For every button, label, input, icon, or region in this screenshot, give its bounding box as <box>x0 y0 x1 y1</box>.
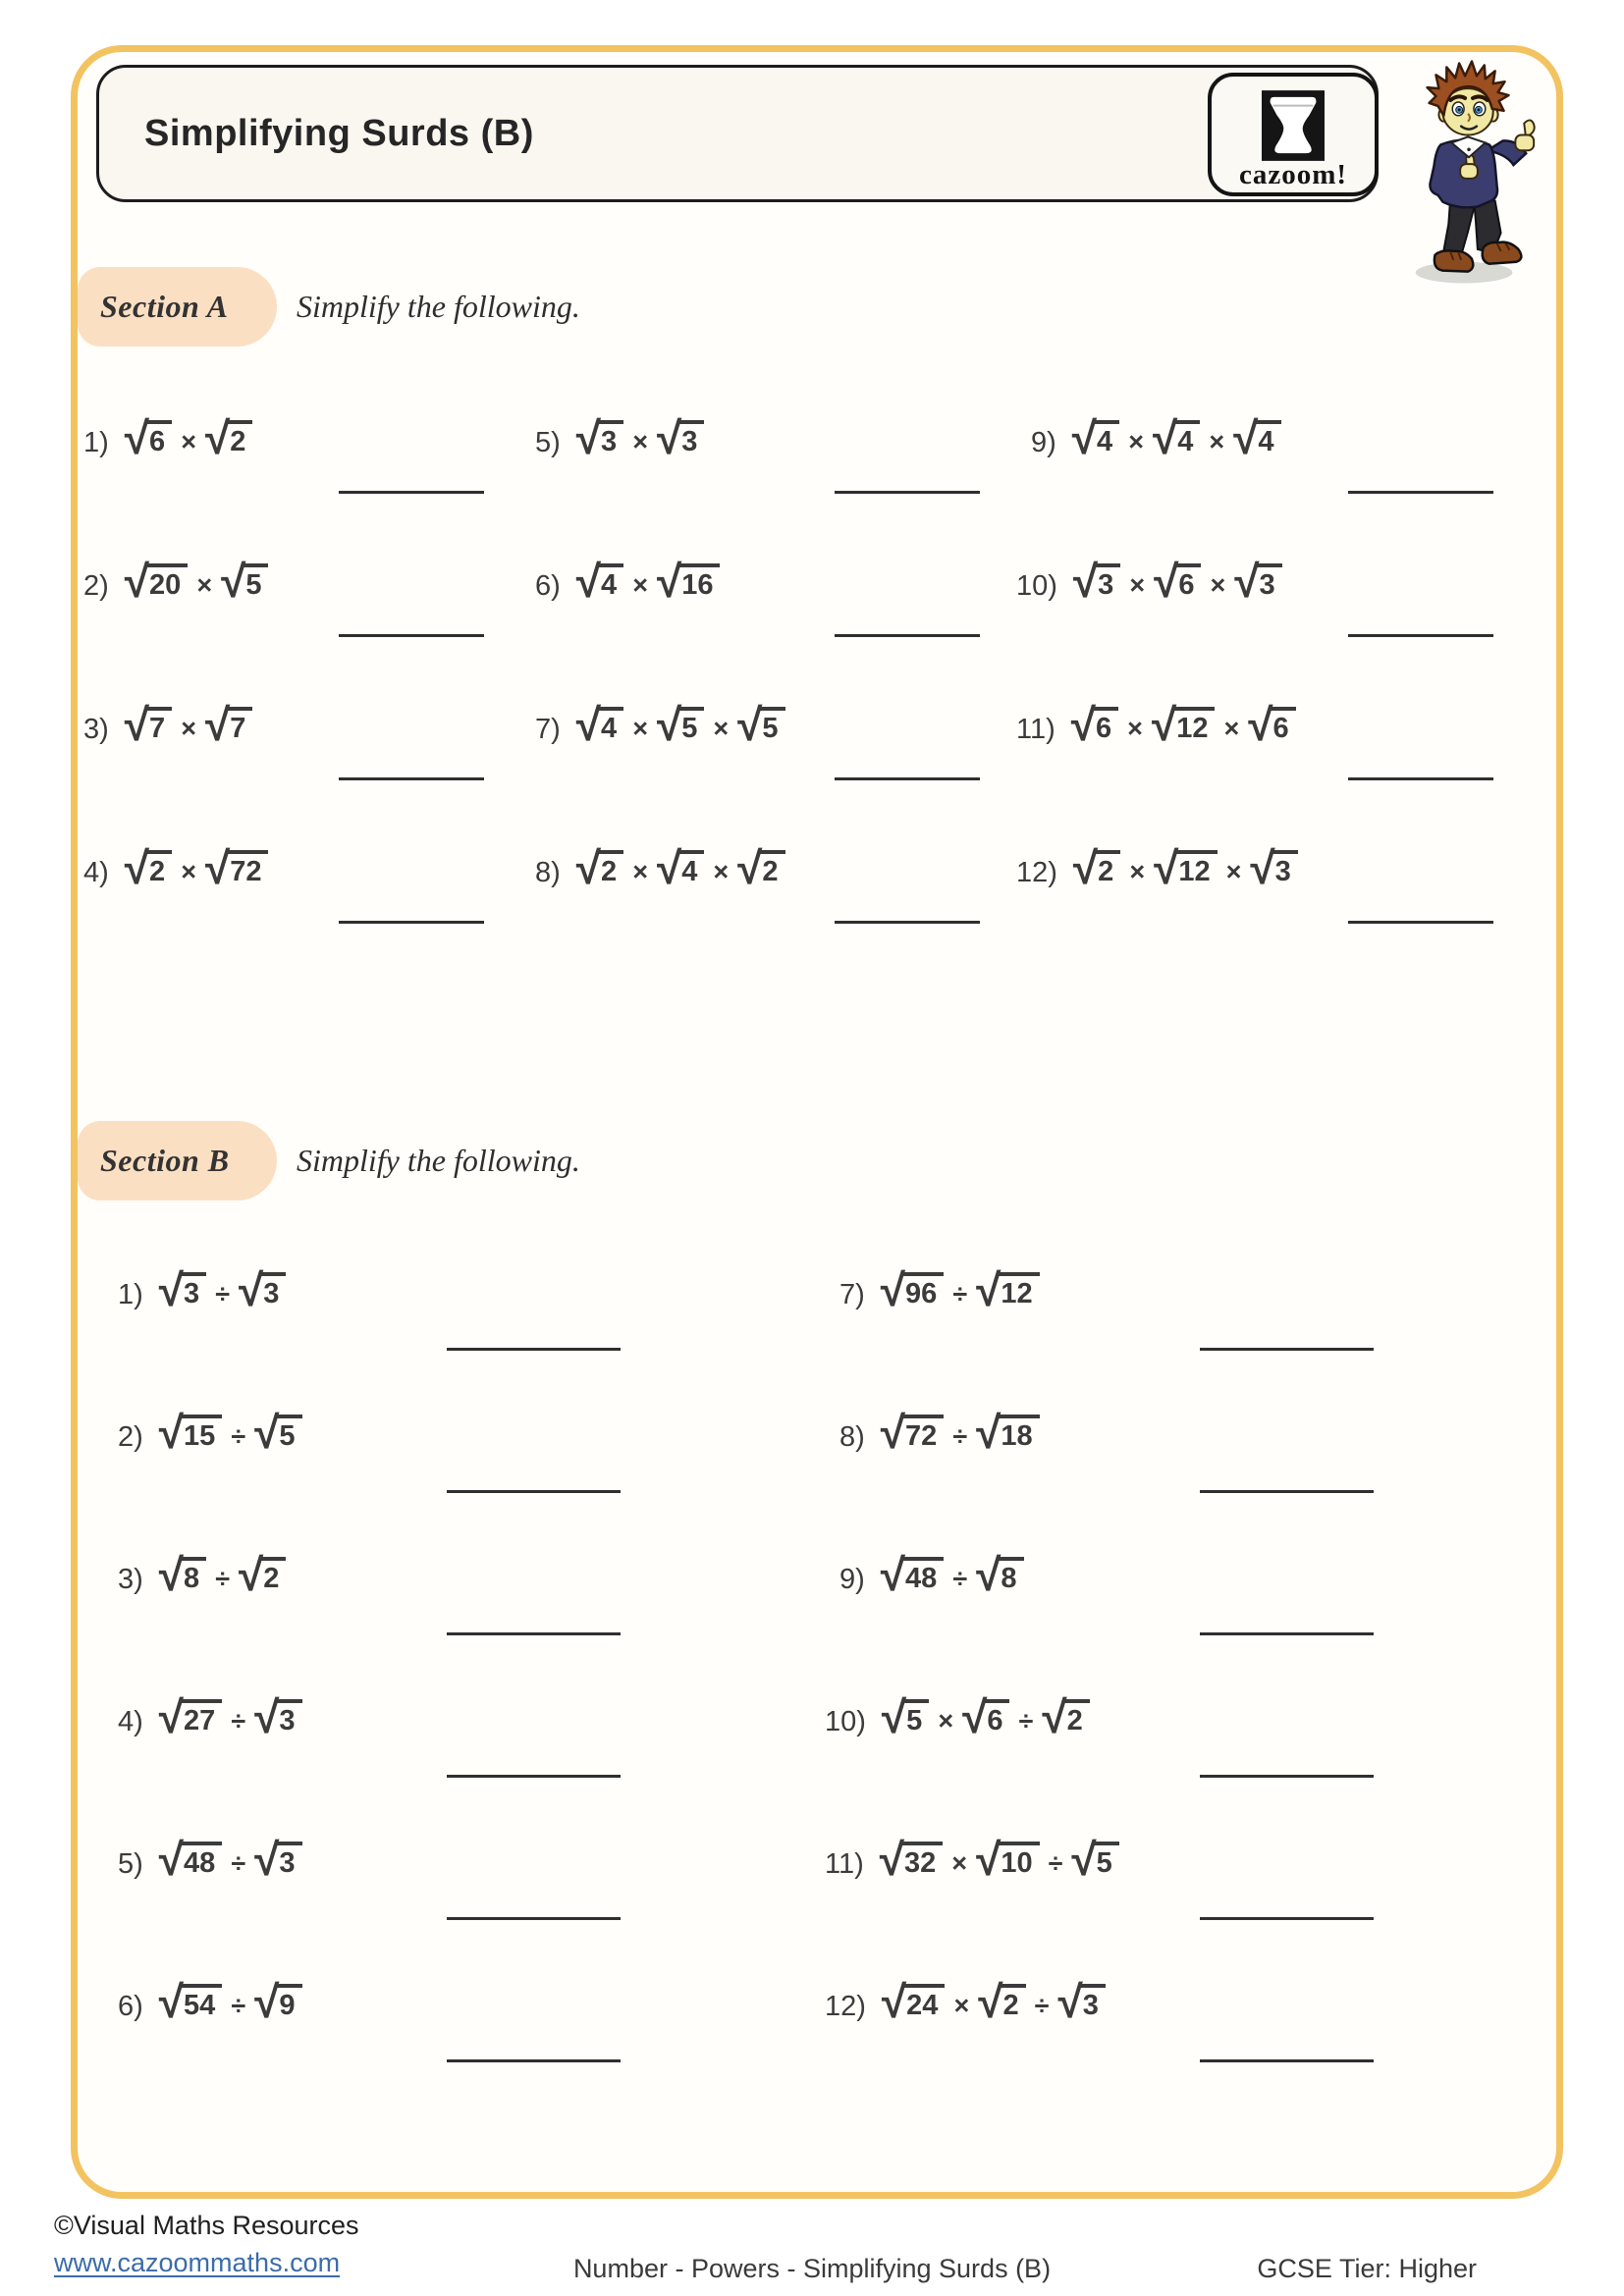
radical-icon: √ <box>737 699 763 750</box>
radical-icon: √ <box>1248 699 1273 750</box>
sqrt-term <box>575 412 623 463</box>
problem-A-3 <box>83 699 252 750</box>
radical-icon: √ <box>575 842 602 893</box>
sqrt-term <box>158 1264 206 1315</box>
operator: × <box>951 1848 968 1878</box>
radicand: 5 <box>903 1699 929 1735</box>
sqrt-term <box>1042 1691 1089 1742</box>
operator: ÷ <box>231 1848 246 1878</box>
section-a-label: Section A <box>100 289 229 324</box>
radical-icon: √ <box>879 1834 905 1885</box>
radical-icon: √ <box>1152 412 1178 463</box>
radicand: 4 <box>678 850 704 886</box>
radicand: 96 <box>902 1272 944 1308</box>
radical-icon: √ <box>239 1549 264 1600</box>
radicand: 4 <box>1094 420 1119 456</box>
sqrt-term <box>880 1264 945 1315</box>
radical-icon: √ <box>656 842 682 893</box>
operator: ÷ <box>215 1279 231 1308</box>
mascot-character <box>1398 55 1543 289</box>
radical-icon: √ <box>1154 556 1179 607</box>
radicand: 3 <box>1257 563 1282 600</box>
problem-number: 11) <box>1016 714 1056 745</box>
radical-icon: √ <box>737 842 763 893</box>
problem-number: 3) <box>118 1564 143 1595</box>
problem-B-9 <box>839 1549 1024 1600</box>
sqrt-term <box>575 842 623 893</box>
radicand: 5 <box>243 563 268 600</box>
sqrt-term <box>962 1691 1009 1742</box>
problem-number: 4) <box>118 1706 143 1737</box>
footer-copyright: ©Visual Maths Resources <box>54 2211 359 2240</box>
problem-A-6 <box>535 556 720 607</box>
problem-number: 8) <box>839 1421 865 1453</box>
answer-line <box>1200 2059 1374 2062</box>
sqrt-term <box>1152 412 1200 463</box>
radical-icon: √ <box>1234 556 1260 607</box>
radical-icon: √ <box>204 412 231 463</box>
problem-B-8 <box>839 1407 1040 1458</box>
answer-line <box>339 491 484 494</box>
radical-icon: √ <box>1250 842 1275 893</box>
sqrt-term <box>1154 556 1201 607</box>
operator: ÷ <box>231 1706 246 1735</box>
radicand: 6 <box>1270 707 1295 743</box>
radical-icon: √ <box>158 1834 185 1885</box>
operator: ÷ <box>952 1421 968 1451</box>
radicand: 3 <box>1272 850 1298 886</box>
radicand: 16 <box>678 563 720 600</box>
answer-line <box>1200 1348 1374 1351</box>
operator: × <box>953 1991 970 2020</box>
problem-number: 9) <box>1031 427 1056 458</box>
problem-B-12 <box>825 1976 1106 2027</box>
problem-number: 6) <box>535 570 561 602</box>
radical-icon: √ <box>124 556 150 607</box>
sqrt-term <box>1234 556 1281 607</box>
operator: ÷ <box>952 1564 968 1593</box>
problem-number: 10) <box>825 1706 866 1737</box>
radicand: 4 <box>598 707 623 743</box>
problem-B-11 <box>825 1834 1119 1885</box>
operator: × <box>632 570 648 600</box>
radicand: 9 <box>276 1984 301 2020</box>
operator: × <box>1210 570 1226 600</box>
sqrt-term <box>124 842 172 893</box>
radical-icon: √ <box>1154 842 1179 893</box>
radical-icon: √ <box>976 1834 1001 1885</box>
radical-icon: √ <box>158 1407 185 1458</box>
sqrt-term <box>124 556 189 607</box>
problem-number: 5) <box>535 427 561 458</box>
footer-website-link[interactable]: www.cazoommaths.com <box>54 2248 341 2277</box>
answer-line <box>447 1917 621 1920</box>
problem-B-2 <box>118 1407 302 1458</box>
radicand: 32 <box>901 1842 943 1878</box>
problem-B-10 <box>825 1691 1090 1742</box>
radicand: 6 <box>1175 563 1201 600</box>
sqrt-term <box>1070 699 1118 750</box>
problem-number: 7) <box>839 1279 865 1310</box>
sqrt-term <box>254 1407 301 1458</box>
problem-A-1 <box>83 412 252 463</box>
radical-icon: √ <box>254 1691 280 1742</box>
answer-line <box>339 777 484 780</box>
problem-A-7 <box>535 699 785 750</box>
problem-B-3 <box>118 1549 286 1600</box>
sqrt-term <box>976 1264 1040 1315</box>
problem-number: 1) <box>83 427 109 458</box>
radicand: 24 <box>903 1984 945 2020</box>
sqrt-term <box>737 699 785 750</box>
sqrt-term <box>976 1549 1023 1600</box>
radicand: 3 <box>1080 1984 1106 2020</box>
radicand: 4 <box>1174 420 1200 456</box>
sqrt-term <box>575 556 623 607</box>
radicand: 3 <box>678 420 704 456</box>
radicand: 6 <box>1093 707 1118 743</box>
radical-icon: √ <box>575 556 602 607</box>
operator: ÷ <box>215 1564 231 1593</box>
radical-icon: √ <box>656 699 682 750</box>
radical-icon: √ <box>1070 699 1097 750</box>
radicand: 3 <box>276 1699 301 1735</box>
problem-B-6 <box>118 1976 302 2027</box>
operator: ÷ <box>952 1279 968 1308</box>
operator: × <box>632 714 648 743</box>
radical-icon: √ <box>124 412 150 463</box>
radical-icon: √ <box>124 842 150 893</box>
sqrt-term <box>158 1549 206 1600</box>
problem-A-2 <box>83 556 268 607</box>
drum-icon <box>1262 90 1325 161</box>
sqrt-term <box>881 1976 946 2027</box>
section-b-label: Section B <box>100 1143 230 1178</box>
operator: × <box>196 570 213 600</box>
radicand: 3 <box>181 1272 206 1308</box>
problem-number: 11) <box>825 1848 864 1880</box>
radical-icon: √ <box>656 412 682 463</box>
operator: × <box>632 427 648 456</box>
radicand: 2 <box>1095 850 1120 886</box>
problem-number: 1) <box>118 1279 143 1310</box>
answer-line <box>1200 1775 1374 1778</box>
radicand: 8 <box>181 1557 206 1593</box>
operator: ÷ <box>1034 1991 1050 2020</box>
answer-line <box>835 777 980 780</box>
radical-icon: √ <box>978 1976 1003 2027</box>
radical-icon: √ <box>881 1976 907 2027</box>
radicand: 2 <box>1000 1984 1025 2020</box>
radical-icon: √ <box>656 556 682 607</box>
radicand: 2 <box>227 420 252 456</box>
sqrt-term <box>1248 699 1295 750</box>
sqrt-term <box>978 1976 1025 2027</box>
radicand: 15 <box>181 1415 222 1451</box>
radical-icon: √ <box>880 1264 906 1315</box>
radicand: 2 <box>1064 1699 1090 1735</box>
radicand: 12 <box>1175 850 1217 886</box>
answer-line <box>1348 921 1493 924</box>
radicand: 6 <box>146 420 172 456</box>
answer-line <box>1200 1490 1374 1493</box>
problem-A-4 <box>83 842 268 893</box>
radical-icon: √ <box>1071 1834 1097 1885</box>
radicand: 2 <box>598 850 623 886</box>
answer-line <box>1348 777 1493 780</box>
problem-number: 2) <box>83 570 109 602</box>
operator: × <box>713 857 730 886</box>
radicand: 3 <box>260 1272 286 1308</box>
radical-icon: √ <box>976 1264 1001 1315</box>
radical-icon: √ <box>1072 842 1099 893</box>
radicand: 3 <box>276 1842 301 1878</box>
answer-line <box>339 921 484 924</box>
problem-number: 5) <box>118 1848 143 1880</box>
radical-icon: √ <box>239 1264 264 1315</box>
operator: × <box>1128 427 1144 456</box>
radicand: 12 <box>998 1272 1039 1308</box>
problem-number: 7) <box>535 714 561 745</box>
problem-A-8 <box>535 842 785 893</box>
radicand: 6 <box>984 1699 1009 1735</box>
radical-icon: √ <box>254 1407 280 1458</box>
problem-B-7 <box>839 1264 1040 1315</box>
section-b-instruction: Simplify the following. <box>297 1143 580 1178</box>
radicand: 20 <box>146 563 188 600</box>
radical-icon: √ <box>1233 412 1259 463</box>
logo-wordmark: cazoom! <box>1238 159 1348 190</box>
radical-icon: √ <box>1042 1691 1067 1742</box>
radical-icon: √ <box>575 699 602 750</box>
problem-number: 12) <box>825 1991 866 2022</box>
section-a-instruction: Simplify the following. <box>297 289 580 324</box>
radical-icon: √ <box>1151 699 1177 750</box>
problem-number: 12) <box>1016 857 1057 888</box>
sqrt-term <box>1057 1976 1105 2027</box>
problem-A-9 <box>1031 412 1281 463</box>
radical-icon: √ <box>1071 412 1098 463</box>
radical-icon: √ <box>1057 1976 1083 2027</box>
sqrt-term <box>879 1834 944 1885</box>
radical-icon: √ <box>880 1549 906 1600</box>
sqrt-term <box>124 699 172 750</box>
radical-icon: √ <box>254 1976 280 2027</box>
operator: × <box>938 1706 954 1735</box>
operator: × <box>1223 714 1240 743</box>
radicand: 72 <box>227 850 268 886</box>
sqrt-term <box>880 1407 945 1458</box>
problem-number: 4) <box>83 857 109 888</box>
problem-B-4 <box>118 1691 302 1742</box>
footer-tier: GCSE Tier: Higher <box>1257 2254 1477 2283</box>
radical-icon: √ <box>976 1407 1001 1458</box>
sqrt-term <box>1151 699 1216 750</box>
radical-icon: √ <box>221 556 246 607</box>
sqrt-term <box>1154 842 1218 893</box>
problem-A-10 <box>1016 556 1282 607</box>
radicand: 48 <box>902 1557 944 1593</box>
answer-line <box>447 1490 621 1493</box>
radicand: 48 <box>181 1842 222 1878</box>
answer-line <box>339 634 484 637</box>
radicand: 5 <box>759 707 785 743</box>
answer-line <box>447 1632 621 1635</box>
radical-icon: √ <box>124 699 150 750</box>
sqrt-term <box>656 842 704 893</box>
sqrt-term <box>124 412 172 463</box>
radical-icon: √ <box>881 1691 907 1742</box>
sqrt-term <box>254 1834 301 1885</box>
cazoom-logo <box>1208 73 1379 196</box>
radical-icon: √ <box>204 842 231 893</box>
sqrt-term <box>880 1549 945 1600</box>
operator: × <box>1209 427 1225 456</box>
sqrt-term <box>976 1834 1040 1885</box>
sqrt-term <box>254 1691 301 1742</box>
radical-icon: √ <box>880 1407 906 1458</box>
sqrt-term <box>737 842 785 893</box>
sqrt-term <box>239 1264 286 1315</box>
problem-number: 6) <box>118 1991 143 2022</box>
radical-icon: √ <box>575 412 602 463</box>
answer-line <box>835 921 980 924</box>
sqrt-term <box>656 699 704 750</box>
operator: × <box>1127 714 1143 743</box>
radical-icon: √ <box>962 1691 988 1742</box>
answer-line <box>1200 1632 1374 1635</box>
sqrt-term <box>158 1976 223 2027</box>
radical-icon: √ <box>254 1834 280 1885</box>
radical-icon: √ <box>158 1976 185 2027</box>
answer-line <box>835 634 980 637</box>
operator: × <box>181 857 196 886</box>
radicand: 12 <box>1173 707 1215 743</box>
radical-icon: √ <box>1072 556 1099 607</box>
radicand: 2 <box>146 850 172 886</box>
radicand: 4 <box>1255 420 1280 456</box>
sqrt-term <box>204 412 252 463</box>
operator: ÷ <box>231 1421 246 1451</box>
answer-line <box>835 491 980 494</box>
radicand: 2 <box>260 1557 286 1593</box>
radicand: 54 <box>181 1984 222 2020</box>
radicand: 5 <box>1094 1842 1119 1878</box>
sqrt-term <box>976 1407 1040 1458</box>
sqrt-term <box>254 1976 301 2027</box>
footer-doc-title: Number - Powers - Simplifying Surds (B) <box>572 2254 1052 2283</box>
radical-icon: √ <box>976 1549 1001 1600</box>
sqrt-term <box>239 1549 286 1600</box>
radicand: 3 <box>598 420 623 456</box>
sqrt-term <box>575 699 623 750</box>
problem-number: 10) <box>1016 570 1057 602</box>
sqrt-term <box>1071 1834 1118 1885</box>
radicand: 18 <box>998 1415 1039 1451</box>
problem-number: 8) <box>535 857 561 888</box>
sqrt-term <box>881 1691 929 1742</box>
problem-number: 2) <box>118 1421 143 1453</box>
sqrt-term <box>1071 412 1119 463</box>
answer-line <box>447 1775 621 1778</box>
answer-line <box>1348 634 1493 637</box>
operator: × <box>632 857 648 886</box>
sqrt-term <box>656 556 721 607</box>
radicand: 2 <box>759 850 785 886</box>
radical-icon: √ <box>158 1691 185 1742</box>
answer-line <box>1348 491 1493 494</box>
sqrt-term <box>158 1691 223 1742</box>
sqrt-term <box>158 1834 223 1885</box>
radicand: 5 <box>276 1415 301 1451</box>
sqrt-term <box>204 699 252 750</box>
radicand: 10 <box>998 1842 1039 1878</box>
page-title: Simplifying Surds (B) <box>144 112 534 154</box>
problem-A-12 <box>1016 842 1298 893</box>
radicand: 27 <box>181 1699 222 1735</box>
radicand: 3 <box>1095 563 1120 600</box>
sqrt-term <box>204 842 269 893</box>
operator: ÷ <box>1048 1848 1063 1878</box>
radical-icon: √ <box>158 1549 185 1600</box>
problem-B-1 <box>118 1264 286 1315</box>
answer-line <box>447 1348 621 1351</box>
operator: × <box>181 714 196 743</box>
problem-A-5 <box>535 412 704 463</box>
sqrt-term <box>1072 842 1120 893</box>
sqrt-term <box>158 1407 223 1458</box>
radicand: 7 <box>146 707 172 743</box>
radicand: 72 <box>902 1415 944 1451</box>
operator: × <box>1225 857 1242 886</box>
operator: × <box>1129 570 1146 600</box>
answer-line <box>1200 1917 1374 1920</box>
problem-A-11 <box>1016 699 1296 750</box>
operator: ÷ <box>231 1991 246 2020</box>
sqrt-term <box>656 412 704 463</box>
sqrt-term <box>1250 842 1297 893</box>
operator: × <box>713 714 730 743</box>
problem-number: 9) <box>839 1564 865 1595</box>
radicand: 4 <box>598 563 623 600</box>
operator: ÷ <box>1018 1706 1034 1735</box>
radicand: 8 <box>998 1557 1023 1593</box>
radicand: 7 <box>227 707 252 743</box>
sqrt-term <box>1233 412 1280 463</box>
problem-B-5 <box>118 1834 302 1885</box>
operator: × <box>1129 857 1146 886</box>
operator: × <box>181 427 196 456</box>
problem-number: 3) <box>83 714 109 745</box>
radical-icon: √ <box>204 699 231 750</box>
radicand: 5 <box>678 707 704 743</box>
answer-line <box>447 2059 621 2062</box>
radical-icon: √ <box>158 1264 185 1315</box>
sqrt-term <box>221 556 268 607</box>
sqrt-term <box>1072 556 1120 607</box>
